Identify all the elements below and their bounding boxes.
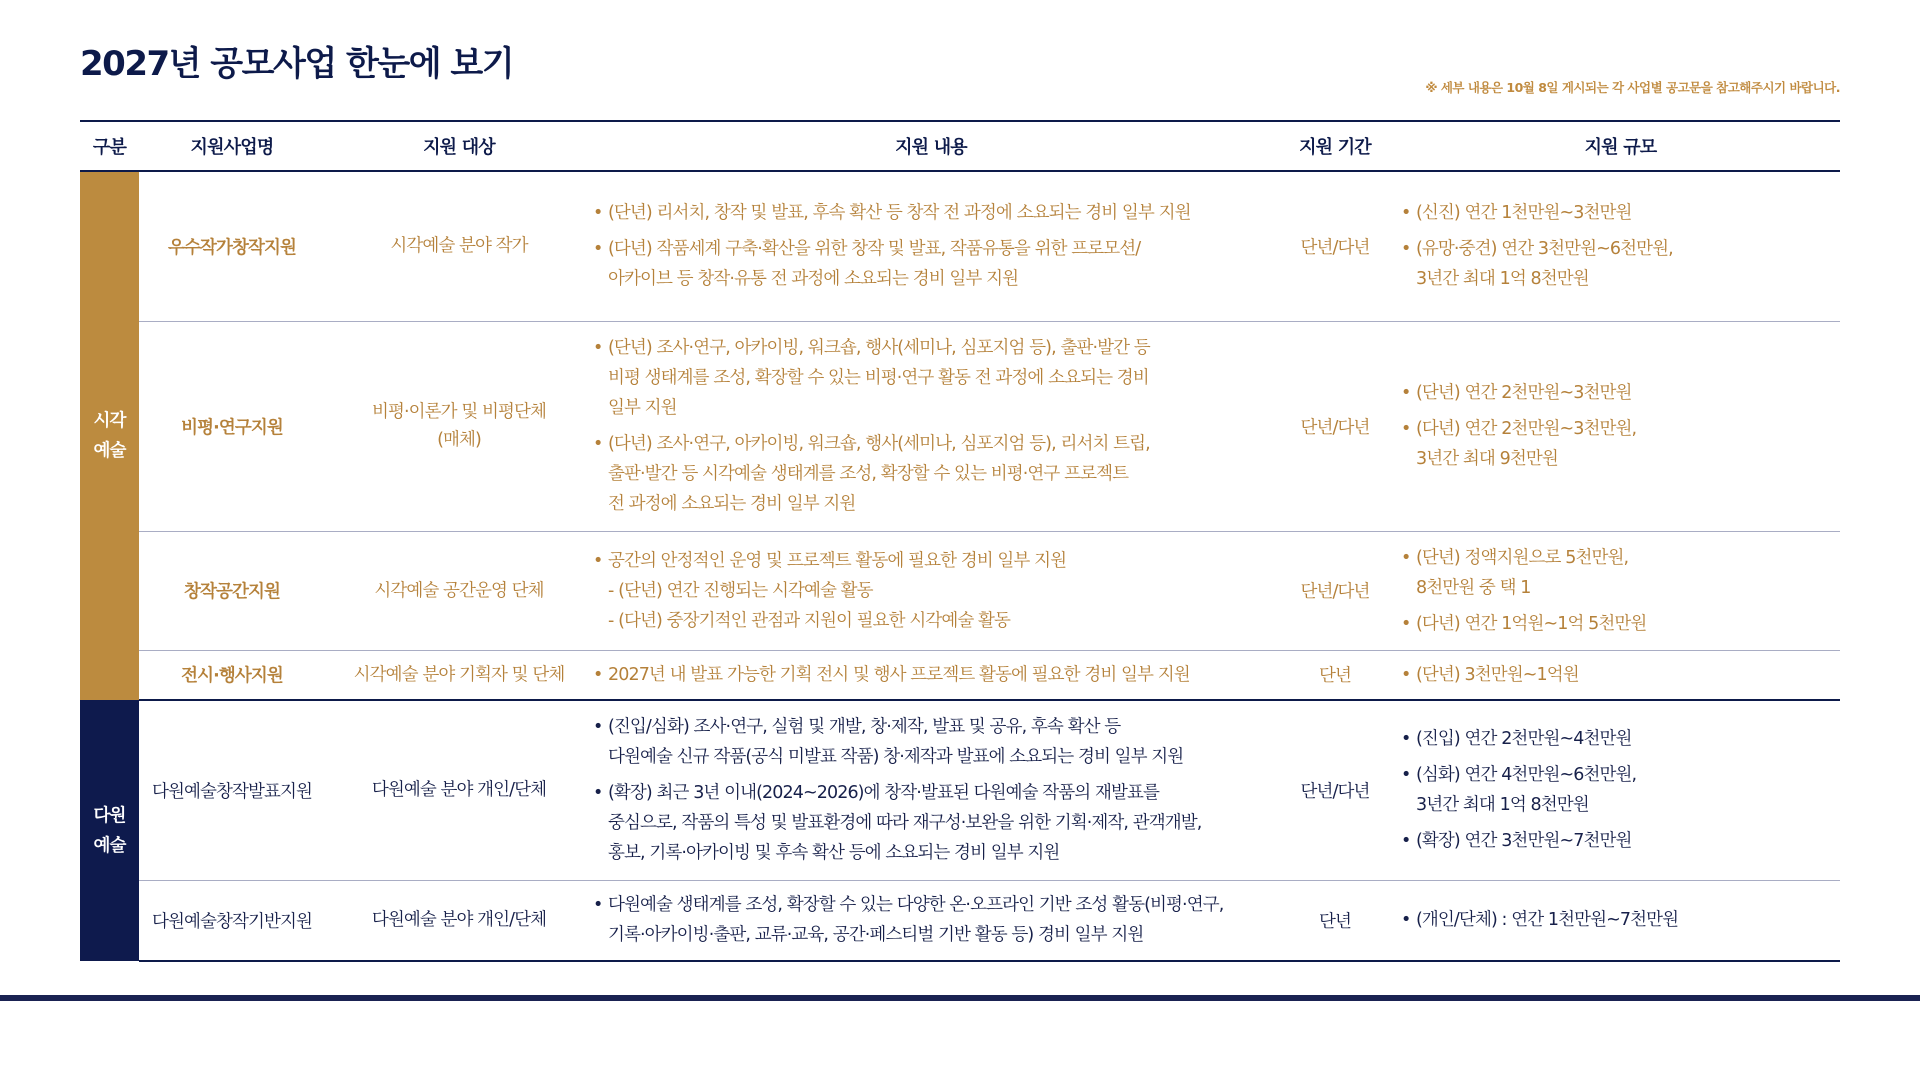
content-line: 2027년 내 발표 가능한 기획 전시 및 행사 프로젝트 활동에 필요한 경비 일부 지원 xyxy=(608,664,1190,685)
scale-item xyxy=(1401,198,1840,228)
program-name: 우수작가창작지원 xyxy=(139,171,325,321)
scale-line: • (유망·중견) 연간 3천만원~6천만원, xyxy=(1416,239,1673,260)
scale-item xyxy=(1401,724,1840,754)
scale-line: • (다년) 연간 2천만원~3천만원, xyxy=(1416,419,1637,439)
content-line: 기록·아카이빙·출판, 교류·교육, 공간·페스티벌 기반 활동 등) 경비 일부 지원 xyxy=(608,925,1144,946)
category-cell-multidisciplinary-arts xyxy=(80,700,139,961)
content-line: - (단년) 연간 진행되는 시각예술 활동 xyxy=(608,580,873,601)
scale-item xyxy=(1401,660,1840,690)
content-line: • 공간의 안정적인 운영 및 프로젝트 활동에 필요한 경비 일부 지원 xyxy=(608,550,1067,571)
category-cell-visual-arts xyxy=(80,171,139,700)
program-scale xyxy=(1401,531,1840,650)
scale-line: 3년간 최대 1억 8천만원 xyxy=(1416,795,1589,816)
program-name: 다원예술창작기반지원 xyxy=(139,880,325,961)
program-target xyxy=(325,321,593,531)
scale-line: (신진) 연간 1천만원~3천만원 xyxy=(1416,203,1632,224)
content-item xyxy=(593,712,1255,772)
content-line: • 다원예술 생태계를 조성, 확장할 수 있는 다양한 온·오프라인 기반 조성 활동(비평·연구, xyxy=(608,895,1224,916)
scale-line: (다년) 연간 1억원~1억 5천만원 xyxy=(1416,613,1647,634)
scale-line: (단년) 3천만원~1억원 xyxy=(1416,664,1579,685)
program-scale xyxy=(1401,650,1840,700)
program-content xyxy=(593,171,1269,321)
content-line: 비평 생태계를 조성, 확장할 수 있는 비평·연구 활동 전 과정에 소요되는 경비 xyxy=(608,368,1149,388)
program-target xyxy=(325,171,593,321)
scale-line: (단년) 연간 2천만원~3천만원 xyxy=(1416,383,1632,403)
scale-line: (개인/단체) : 연간 1천만원~7천만원 xyxy=(1416,910,1679,931)
page-title: 2027년 공모사업 한눈에 보기 xyxy=(80,44,514,84)
table-row xyxy=(80,700,1840,880)
content-line: • (단년) 조사·연구, 아카이빙, 워크숍, 행사(세미나, 심포지엄 등), 출판·발간 등 xyxy=(608,338,1150,358)
header-content: 지원 내용 xyxy=(593,121,1269,171)
program-target xyxy=(325,650,593,700)
header-program: 지원사업명 xyxy=(139,121,325,171)
header-target: 지원 대상 xyxy=(325,121,593,171)
scale-item xyxy=(1401,378,1840,408)
scale-line: • (심화) 연간 4천만원~6천만원, xyxy=(1416,765,1637,786)
program-scale xyxy=(1401,321,1840,531)
program-target xyxy=(325,531,593,650)
scale-item xyxy=(1401,609,1840,639)
program-content xyxy=(593,880,1269,961)
scale-line: 8천만원 중 택 1 xyxy=(1416,577,1531,598)
category-label: 다원 xyxy=(93,805,126,826)
program-table xyxy=(80,120,1840,962)
program-scale xyxy=(1401,700,1840,880)
content-item xyxy=(593,234,1255,294)
scale-line: (확장) 연간 3천만원~7천만원 xyxy=(1416,831,1632,852)
content-item xyxy=(593,429,1255,519)
target-text: 시각예술 공간운영 단체 xyxy=(374,580,544,601)
reference-note: ※ 세부 내용은 10월 8일 게시되는 각 사업별 공고문을 참고해주시기 바랍니다. xyxy=(1425,80,1840,95)
category-label: 예술 xyxy=(93,835,126,856)
program-period: 단년/다년 xyxy=(1269,531,1401,650)
program-period: 단년 xyxy=(1269,880,1401,961)
table-row xyxy=(80,880,1840,961)
header-period: 지원 기간 xyxy=(1269,121,1401,171)
program-content xyxy=(593,321,1269,531)
content-line: 다원예술 신규 작품(공식 미발표 작품) 창·제작과 발표에 소요되는 경비 일부 지원 xyxy=(608,747,1184,768)
table-row xyxy=(80,531,1840,650)
content-line: (단년) 리서치, 창작 및 발표, 후속 확산 등 창작 전 과정에 소요되는 경비 일부 지원 xyxy=(608,203,1191,224)
program-name: 비평·연구지원 xyxy=(139,321,325,531)
target-text: (매체) xyxy=(437,430,481,450)
scale-line: 3년간 최대 1억 8천만원 xyxy=(1416,269,1589,290)
scale-item xyxy=(1401,905,1840,935)
scale-line: 3년간 최대 9천만원 xyxy=(1416,449,1558,469)
scale-item xyxy=(1401,826,1840,856)
content-line: 전 과정에 소요되는 경비 일부 지원 xyxy=(608,494,856,514)
content-line: • (진입/심화) 조사·연구, 실험 및 개발, 창·제작, 발표 및 공유, 후속 확산 등 xyxy=(608,717,1121,738)
content-item xyxy=(593,660,1255,690)
content-item xyxy=(593,890,1255,950)
scale-item xyxy=(1401,760,1840,820)
table-row xyxy=(80,171,1840,321)
program-target xyxy=(325,880,593,961)
program-name: 전시·행사지원 xyxy=(139,650,325,700)
program-content xyxy=(593,700,1269,880)
content-line: 홍보, 기록·아카이빙 및 후속 확산 등에 소요되는 경비 일부 지원 xyxy=(608,843,1060,864)
content-line: • (다년) 작품세계 구축·확산을 위한 창작 및 발표, 작품유통을 위한 프로모션/ xyxy=(608,239,1141,260)
program-period: 단년/다년 xyxy=(1269,321,1401,531)
content-item xyxy=(593,778,1255,868)
scale-item xyxy=(1401,414,1840,474)
target-text: 시각예술 분야 작가 xyxy=(390,236,528,257)
target-text: 다원예술 분야 개인/단체 xyxy=(371,910,547,931)
content-line: 중심으로, 작품의 특성 및 발표환경에 따라 재구성·보완을 위한 기획·제작, 관객개발, xyxy=(608,813,1202,834)
bottom-divider xyxy=(0,995,1920,1001)
content-line: 일부 지원 xyxy=(608,398,677,418)
content-item xyxy=(593,198,1255,228)
category-label: 예술 xyxy=(93,441,126,461)
content-line: 출판·발간 등 시각예술 생태계를 조성, 확장할 수 있는 비평·연구 프로젝트 xyxy=(608,464,1129,484)
content-line: • (확장) 최근 3년 이내(2024~2026)에 창작·발표된 다원예술 작품의 재발표를 xyxy=(608,783,1159,804)
target-text: 다원예술 분야 개인/단체 xyxy=(371,780,547,801)
scale-item xyxy=(1401,543,1840,603)
program-name: 창작공간지원 xyxy=(139,531,325,650)
content-line: - (다년) 중장기적인 관점과 지원이 필요한 시각예술 활동 xyxy=(608,610,1011,631)
program-period: 단년 xyxy=(1269,650,1401,700)
target-text: 시각예술 분야 기획자 및 단체 xyxy=(353,664,565,685)
table-row xyxy=(80,650,1840,700)
content-item xyxy=(593,546,1255,636)
program-name: 다원예술창작발표지원 xyxy=(139,700,325,880)
content-line: • (다년) 조사·연구, 아카이빙, 워크숍, 행사(세미나, 심포지엄 등), 리서치 트립, xyxy=(608,434,1150,454)
program-content xyxy=(593,650,1269,700)
header-scale: 지원 규모 xyxy=(1401,121,1840,171)
program-content xyxy=(593,531,1269,650)
program-scale xyxy=(1401,880,1840,961)
target-text: 비평·이론가 및 비평단체 xyxy=(371,402,547,422)
content-line: 아카이브 등 창작·유통 전 과정에 소요되는 경비 일부 지원 xyxy=(608,269,1019,290)
header-category: 구분 xyxy=(80,121,139,171)
scale-line: (진입) 연간 2천만원~4천만원 xyxy=(1416,729,1632,750)
category-label: 시각 xyxy=(93,411,126,431)
program-period: 단년/다년 xyxy=(1269,700,1401,880)
content-item xyxy=(593,333,1255,423)
program-scale xyxy=(1401,171,1840,321)
program-target xyxy=(325,700,593,880)
scale-line: • (단년) 정액지원으로 5천만원, xyxy=(1416,547,1629,568)
table-row xyxy=(80,321,1840,531)
program-period: 단년/다년 xyxy=(1269,171,1401,321)
table-header-row xyxy=(80,121,1840,171)
scale-item xyxy=(1401,234,1840,294)
